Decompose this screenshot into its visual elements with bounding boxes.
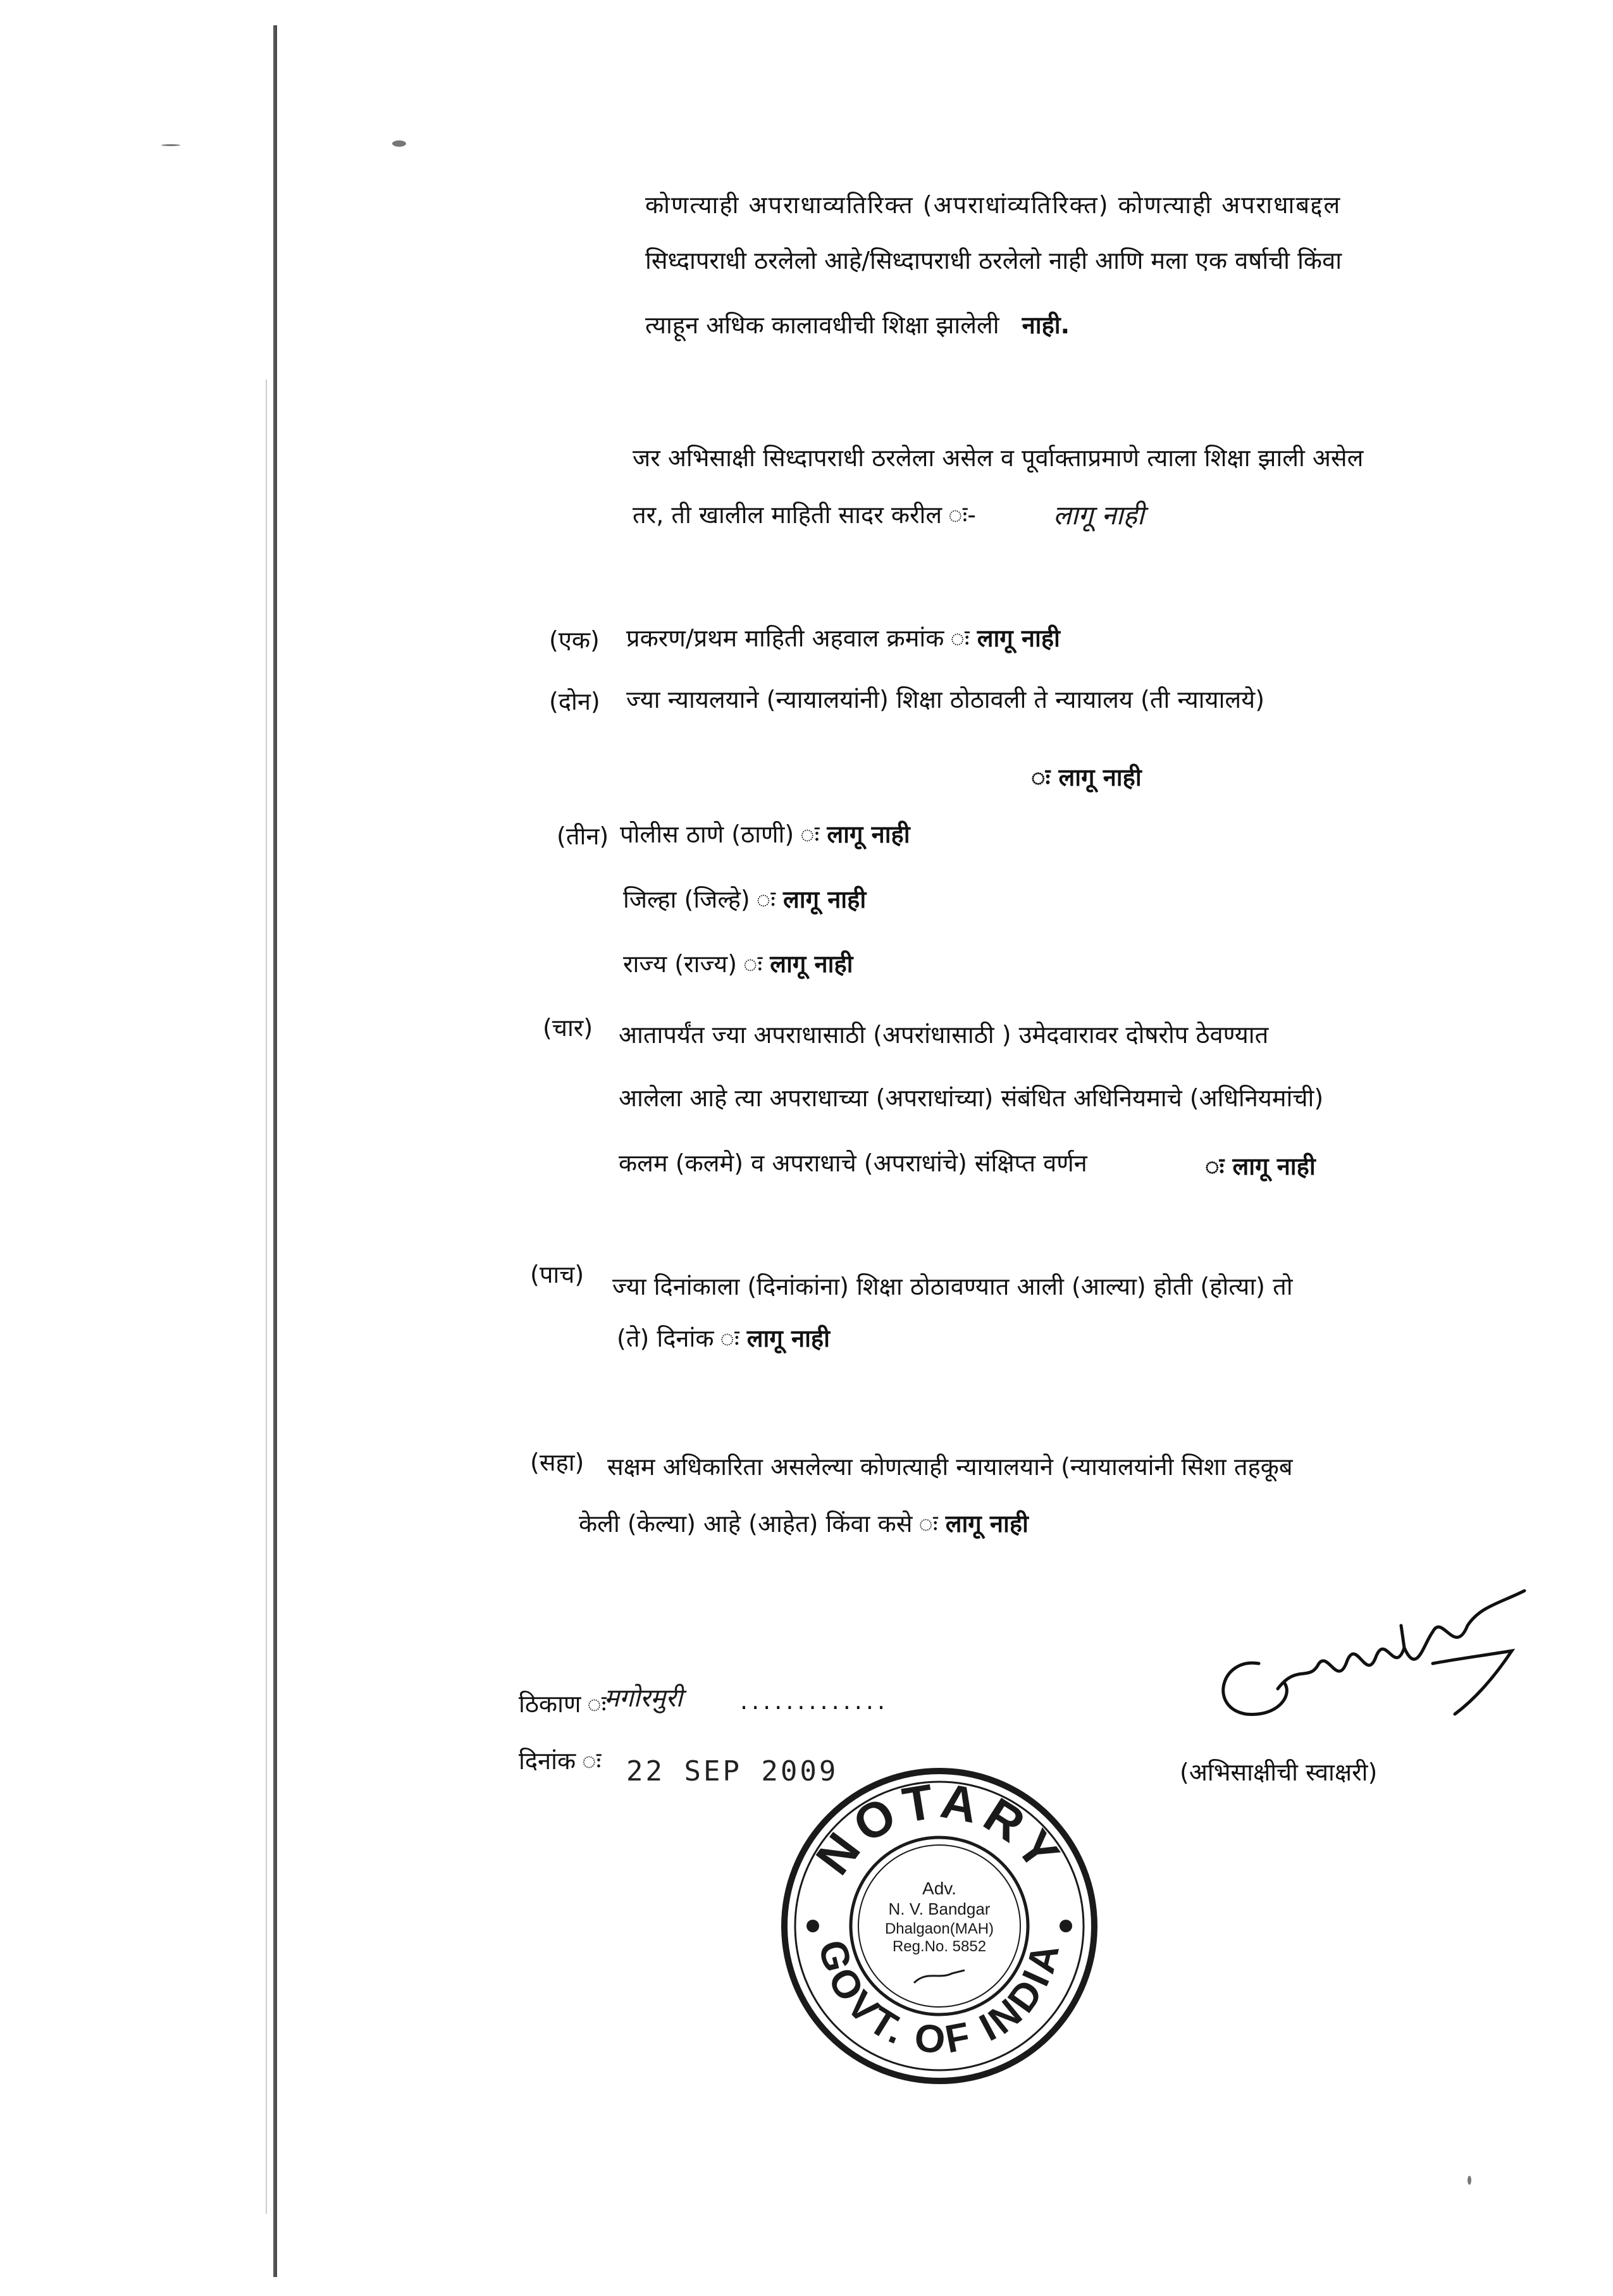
item-six-value: लागू नाही [945, 1510, 1029, 1538]
item-three-number: (तीन) [557, 822, 609, 850]
notary-seal [775, 1762, 1104, 2090]
signature-graphic [1183, 1588, 1537, 1752]
item-four-line-1: आतापर्यंत ज्या अपराधासाठी (अपरांधासाठी ) उमेदवारावर दोषरोप ठेवण्यात [619, 1021, 1269, 1049]
item-two-value: ः लागू नाही [1031, 763, 1142, 791]
item-four-number: (चार) [543, 1014, 593, 1042]
signature-caption: (अभिसाक्षीची स्वाक्षरी) [1180, 1758, 1378, 1786]
state-label: राज्य (राज्य) ः [623, 950, 763, 978]
item-five-date-label: (ते) दिनांक ः [617, 1324, 739, 1352]
date-label: दिनांक ः [519, 1747, 602, 1775]
item-three-state [623, 949, 853, 979]
item-three [620, 819, 910, 849]
item-six-text: केली (केल्या) आहे (आहेत) किंवा कसे ः [579, 1510, 938, 1538]
item-five-number: (पाच) [530, 1261, 584, 1288]
item-five-line-1: ज्या दिनांकाला (दिनांकांना) शिक्षा ठोठावण्यात आली (आल्या) होती (होत्या) तो [612, 1273, 1293, 1300]
item-one [626, 623, 1060, 653]
para2-line-2: तर, ती खालील माहिती सादर करील ः- [633, 501, 976, 529]
margin-shadow [266, 380, 267, 2214]
para2-line-1: जर अभिसाक्षी सिध्दापराधी ठरलेला असेल व पूर्वाक्ताप्रमाणे त्याला शिक्षा झाली असेल [633, 444, 1364, 472]
item-one-value: लागू नाही [977, 624, 1060, 652]
scan-speck [1468, 2176, 1471, 2185]
seal-top-text: NOTARY [805, 1772, 1074, 1885]
seal-inner-line-1: Adv. [922, 1879, 956, 1898]
item-two-number: (दोन) [549, 688, 600, 715]
place-dotted-line: ............. [740, 1687, 889, 1715]
item-one-number: (एक) [549, 626, 600, 654]
item-four-line-2: आलेला आहे त्या अपराधाच्या (अपराधांच्या) संबंधित अधिनियमाचे (अधिनियमांची) [619, 1084, 1324, 1112]
intro-no-text: नाही. [1022, 311, 1070, 339]
item-two-text: ज्या न्यायलयाने (न्यायालयांनी) शिक्षा ठोठावली ते न्यायालय (ती न्यायालये) [626, 686, 1265, 713]
seal-inner-line-3: Dhalgaon(MAH) [884, 1920, 994, 1937]
item-five-line-2 [617, 1323, 830, 1354]
scan-speck [392, 140, 406, 147]
item-five-value: लागू नाही [746, 1324, 830, 1352]
district-label: जिल्हा (जिल्हे) ः [623, 886, 776, 913]
svg-text:NOTARY [805, 1772, 1074, 1884]
item-three-value: लागू नाही [827, 820, 910, 848]
item-one-text: प्रकरण/प्रथम माहिती अहवाल क्रमांक ः [626, 624, 970, 652]
place-value: मगोरमुरी [604, 1684, 683, 1713]
seal-bottom-text: GOVT. OF INDIA [810, 1935, 1069, 2063]
place-label: ठिकाण ः [519, 1690, 607, 1718]
state-value: लागू नाही [770, 950, 853, 978]
item-six-number: (सहा) [530, 1448, 584, 1476]
item-four-line-3: कलम (कलमे) व अपराधाचे (अपराधांचे) संक्षिप्त वर्णन [619, 1149, 1087, 1177]
intro-line-2: सिध्दापराधी ठरलेलो आहे/सिध्दापराधी ठरलेलो नाही आणि मला एक वर्षाची किंवा [645, 247, 1342, 275]
seal-inner-line-4: Reg.No. 5852 [892, 1938, 987, 1955]
item-three-district [623, 884, 866, 915]
intro-line-1: कोणत्याही अपराधाव्यतिरिक्त (अपराधांव्यतिरिक्त) कोणत्याही अपराधाबद्दल [645, 191, 1342, 219]
seal-inner-line-2: N. V. Bandgar [888, 1899, 991, 1918]
intro-line-3-text: त्याहून अधिक कालावधीची शिक्षा झालेली [645, 311, 999, 339]
date-stamp: 22 SEP 2009 [626, 1755, 839, 1787]
district-value: लागू नाही [782, 886, 867, 913]
item-three-text: पोलीस ठाणे (ठाणी) ः [620, 820, 820, 848]
item-four-value: ः लागू नाही [1205, 1152, 1316, 1180]
item-six-line-1: सक्षम अधिकारिता असलेल्या कोणत्याही न्यायालयाने (न्यायालयांनी सिशा तहकूब [607, 1453, 1293, 1481]
item-six-line-2 [579, 1509, 1029, 1539]
scan-speck [161, 144, 180, 146]
intro-line-3 [645, 310, 1070, 340]
handwritten-not-applicable: लागू नाही [1053, 500, 1144, 531]
margin-line [273, 25, 277, 2277]
